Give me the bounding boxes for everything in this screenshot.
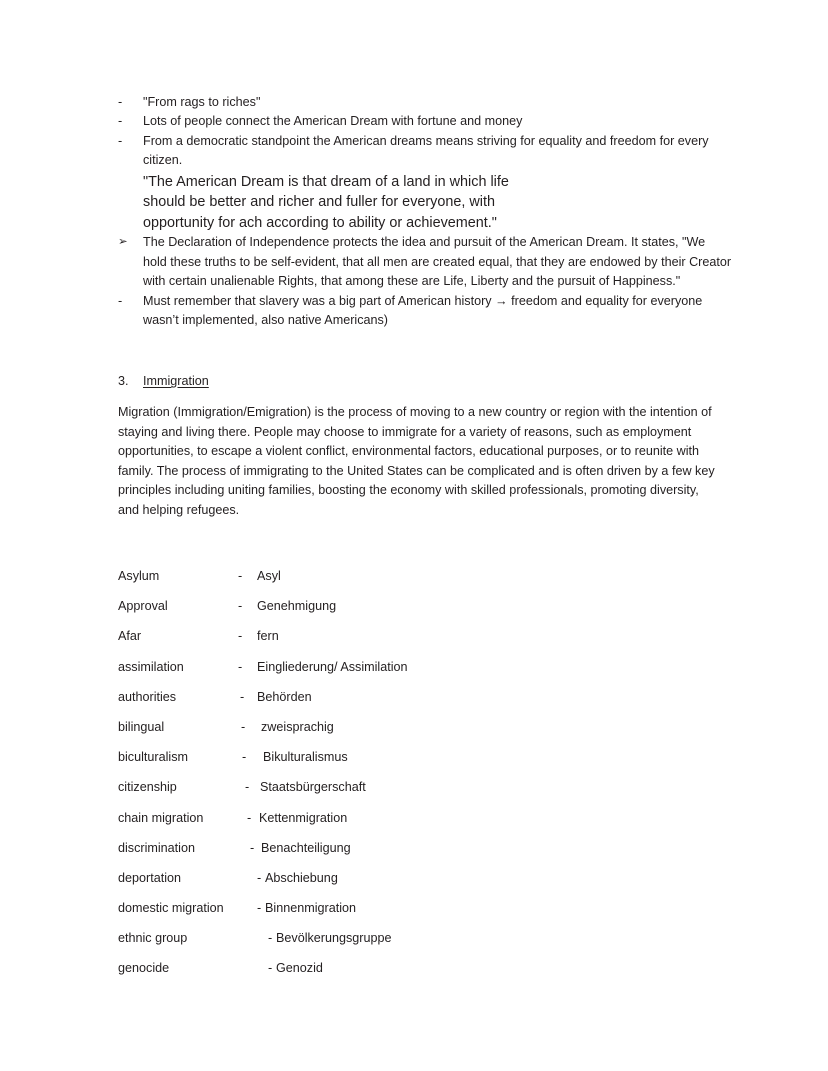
vocabulary-term: citizenship <box>118 780 177 795</box>
vocabulary-row <box>118 833 718 863</box>
hyphen-bullet-icon: - <box>118 95 123 109</box>
vocabulary-translation: Staatsbürgerschaft <box>260 780 366 795</box>
vocabulary-separator: - <box>257 870 262 885</box>
hyphen-bullet-icon: - <box>118 114 123 129</box>
vocabulary-term: genocide <box>118 961 170 976</box>
list-item-text: "From rags to riches" <box>143 95 261 109</box>
vocabulary-term: Afar <box>118 629 142 644</box>
vocabulary-separator: - <box>245 780 250 795</box>
vocabulary-row <box>118 742 718 772</box>
vocabulary-separator: - <box>268 961 273 976</box>
vocabulary-term: biculturalism <box>118 750 188 765</box>
pull-quote-line: opportunity for ach according to ability or achievement." <box>143 214 497 231</box>
vocabulary-term: Asylum <box>118 569 160 583</box>
list-item-text: The Declaration of Independence protects the idea and pursuit of the American Dream. It states, "We hold these truths to be self-evident, that all men are created equal, that they are endowed by their Creator with certain unalienable Rights, that among these are Life, Liberty and the pursuit of Happiness." <box>143 235 732 289</box>
vocabulary-separator: - <box>238 659 243 674</box>
vocabulary-row <box>118 953 718 983</box>
hyphen-bullet-icon: - <box>118 133 123 148</box>
vocabulary-translation: Genozid <box>276 961 323 976</box>
vocabulary-term: chain migration <box>118 810 204 825</box>
vocabulary-row <box>118 923 718 953</box>
vocabulary-translation: zweisprachig <box>261 719 334 734</box>
vocabulary-row <box>118 863 718 893</box>
vocabulary-term: deportation <box>118 870 182 885</box>
vocabulary-separator: - <box>238 629 243 644</box>
pull-quote-line: "The American Dream is that dream of a land in which life <box>143 173 509 190</box>
vocabulary-translation: Eingliederung/ Assimilation <box>257 659 408 674</box>
list-item <box>118 93 732 112</box>
section-paragraph: Migration (Immigration/Emigration) is the process of moving to a new country or region with the intention of staying and living there. People may choose to immigrate for a variety of reasons, such as employment opportunities, to escape a violent conflict, environmental factors, educational purposes, or to reunite with family. The process of immigrating to the United States can be complicated and is often driven by a few key principles including uniting families, boosting the economy with skilled professionals, promoting diversity, and helping refugees. <box>118 405 715 517</box>
list-item-text: Lots of people connect the American Dream with fortune and money <box>143 114 523 129</box>
vocabulary-row <box>118 712 718 742</box>
vocabulary-list <box>118 561 718 984</box>
vocabulary-row <box>118 772 718 802</box>
vocabulary-term: authorities <box>118 689 177 704</box>
arrowhead-bullet-icon: ➢ <box>118 236 128 249</box>
vocabulary-translation: Kettenmigration <box>259 810 348 825</box>
list-item <box>118 292 732 331</box>
vocabulary-term: discrimination <box>118 840 195 855</box>
vocabulary-term: domestic migration <box>118 901 224 916</box>
vocabulary-translation: Benachteiligung <box>261 840 351 855</box>
vocabulary-term: ethnic group <box>118 931 188 946</box>
vocabulary-row <box>118 591 718 621</box>
section-number: 3. <box>118 374 129 388</box>
vocabulary-row <box>118 621 718 651</box>
vocabulary-row <box>118 803 718 833</box>
vocabulary-translation: Genehmigung <box>257 599 337 614</box>
vocabulary-separator: - <box>241 719 246 734</box>
vocabulary-translation: fern <box>257 629 279 644</box>
section-heading-text: Immigration <box>143 374 209 388</box>
bullet-list <box>118 93 732 330</box>
vocabulary-separator: - <box>242 750 247 765</box>
vocabulary-row <box>118 682 718 712</box>
vocabulary-row <box>118 561 718 591</box>
vocabulary-translation: Binnenmigration <box>265 901 357 916</box>
vocabulary-separator: - <box>238 599 243 614</box>
vocabulary-translation: Abschiebung <box>265 870 338 885</box>
vocabulary-term: bilingual <box>118 719 165 734</box>
vocabulary-translation: Behörden <box>257 689 312 704</box>
list-item-text: From a democratic standpoint the American dreams means striving for equality and freedom for every citizen. <box>143 133 709 168</box>
list-item <box>118 233 732 291</box>
vocabulary-translation: Bevölkerungsgruppe <box>276 931 392 946</box>
section-heading <box>118 372 209 391</box>
vocabulary-separator: - <box>250 840 255 855</box>
vocabulary-term: Approval <box>118 599 168 614</box>
vocabulary-translation: Asyl <box>257 569 281 583</box>
list-item <box>118 112 732 131</box>
vocabulary-translation: Bikulturalismus <box>263 750 348 765</box>
vocabulary-term: assimilation <box>118 659 184 674</box>
vocabulary-row <box>118 893 718 923</box>
vocabulary-separator: - <box>257 901 262 916</box>
vocabulary-separator: - <box>268 931 273 946</box>
list-item <box>118 132 732 171</box>
vocabulary-separator: - <box>238 569 243 583</box>
hyphen-bullet-icon: - <box>118 293 123 308</box>
vocabulary-separator: - <box>247 810 252 825</box>
pull-quote <box>143 171 732 234</box>
vocabulary-separator: - <box>240 689 245 704</box>
pull-quote-line: should be better and richer and fuller for everyone, with <box>143 194 495 211</box>
list-item-text: Must remember that slavery was a big part of American history → freedom and equality for everyone wasn’t implemented, also native Americans) <box>143 293 703 328</box>
vocabulary-row <box>118 652 718 682</box>
